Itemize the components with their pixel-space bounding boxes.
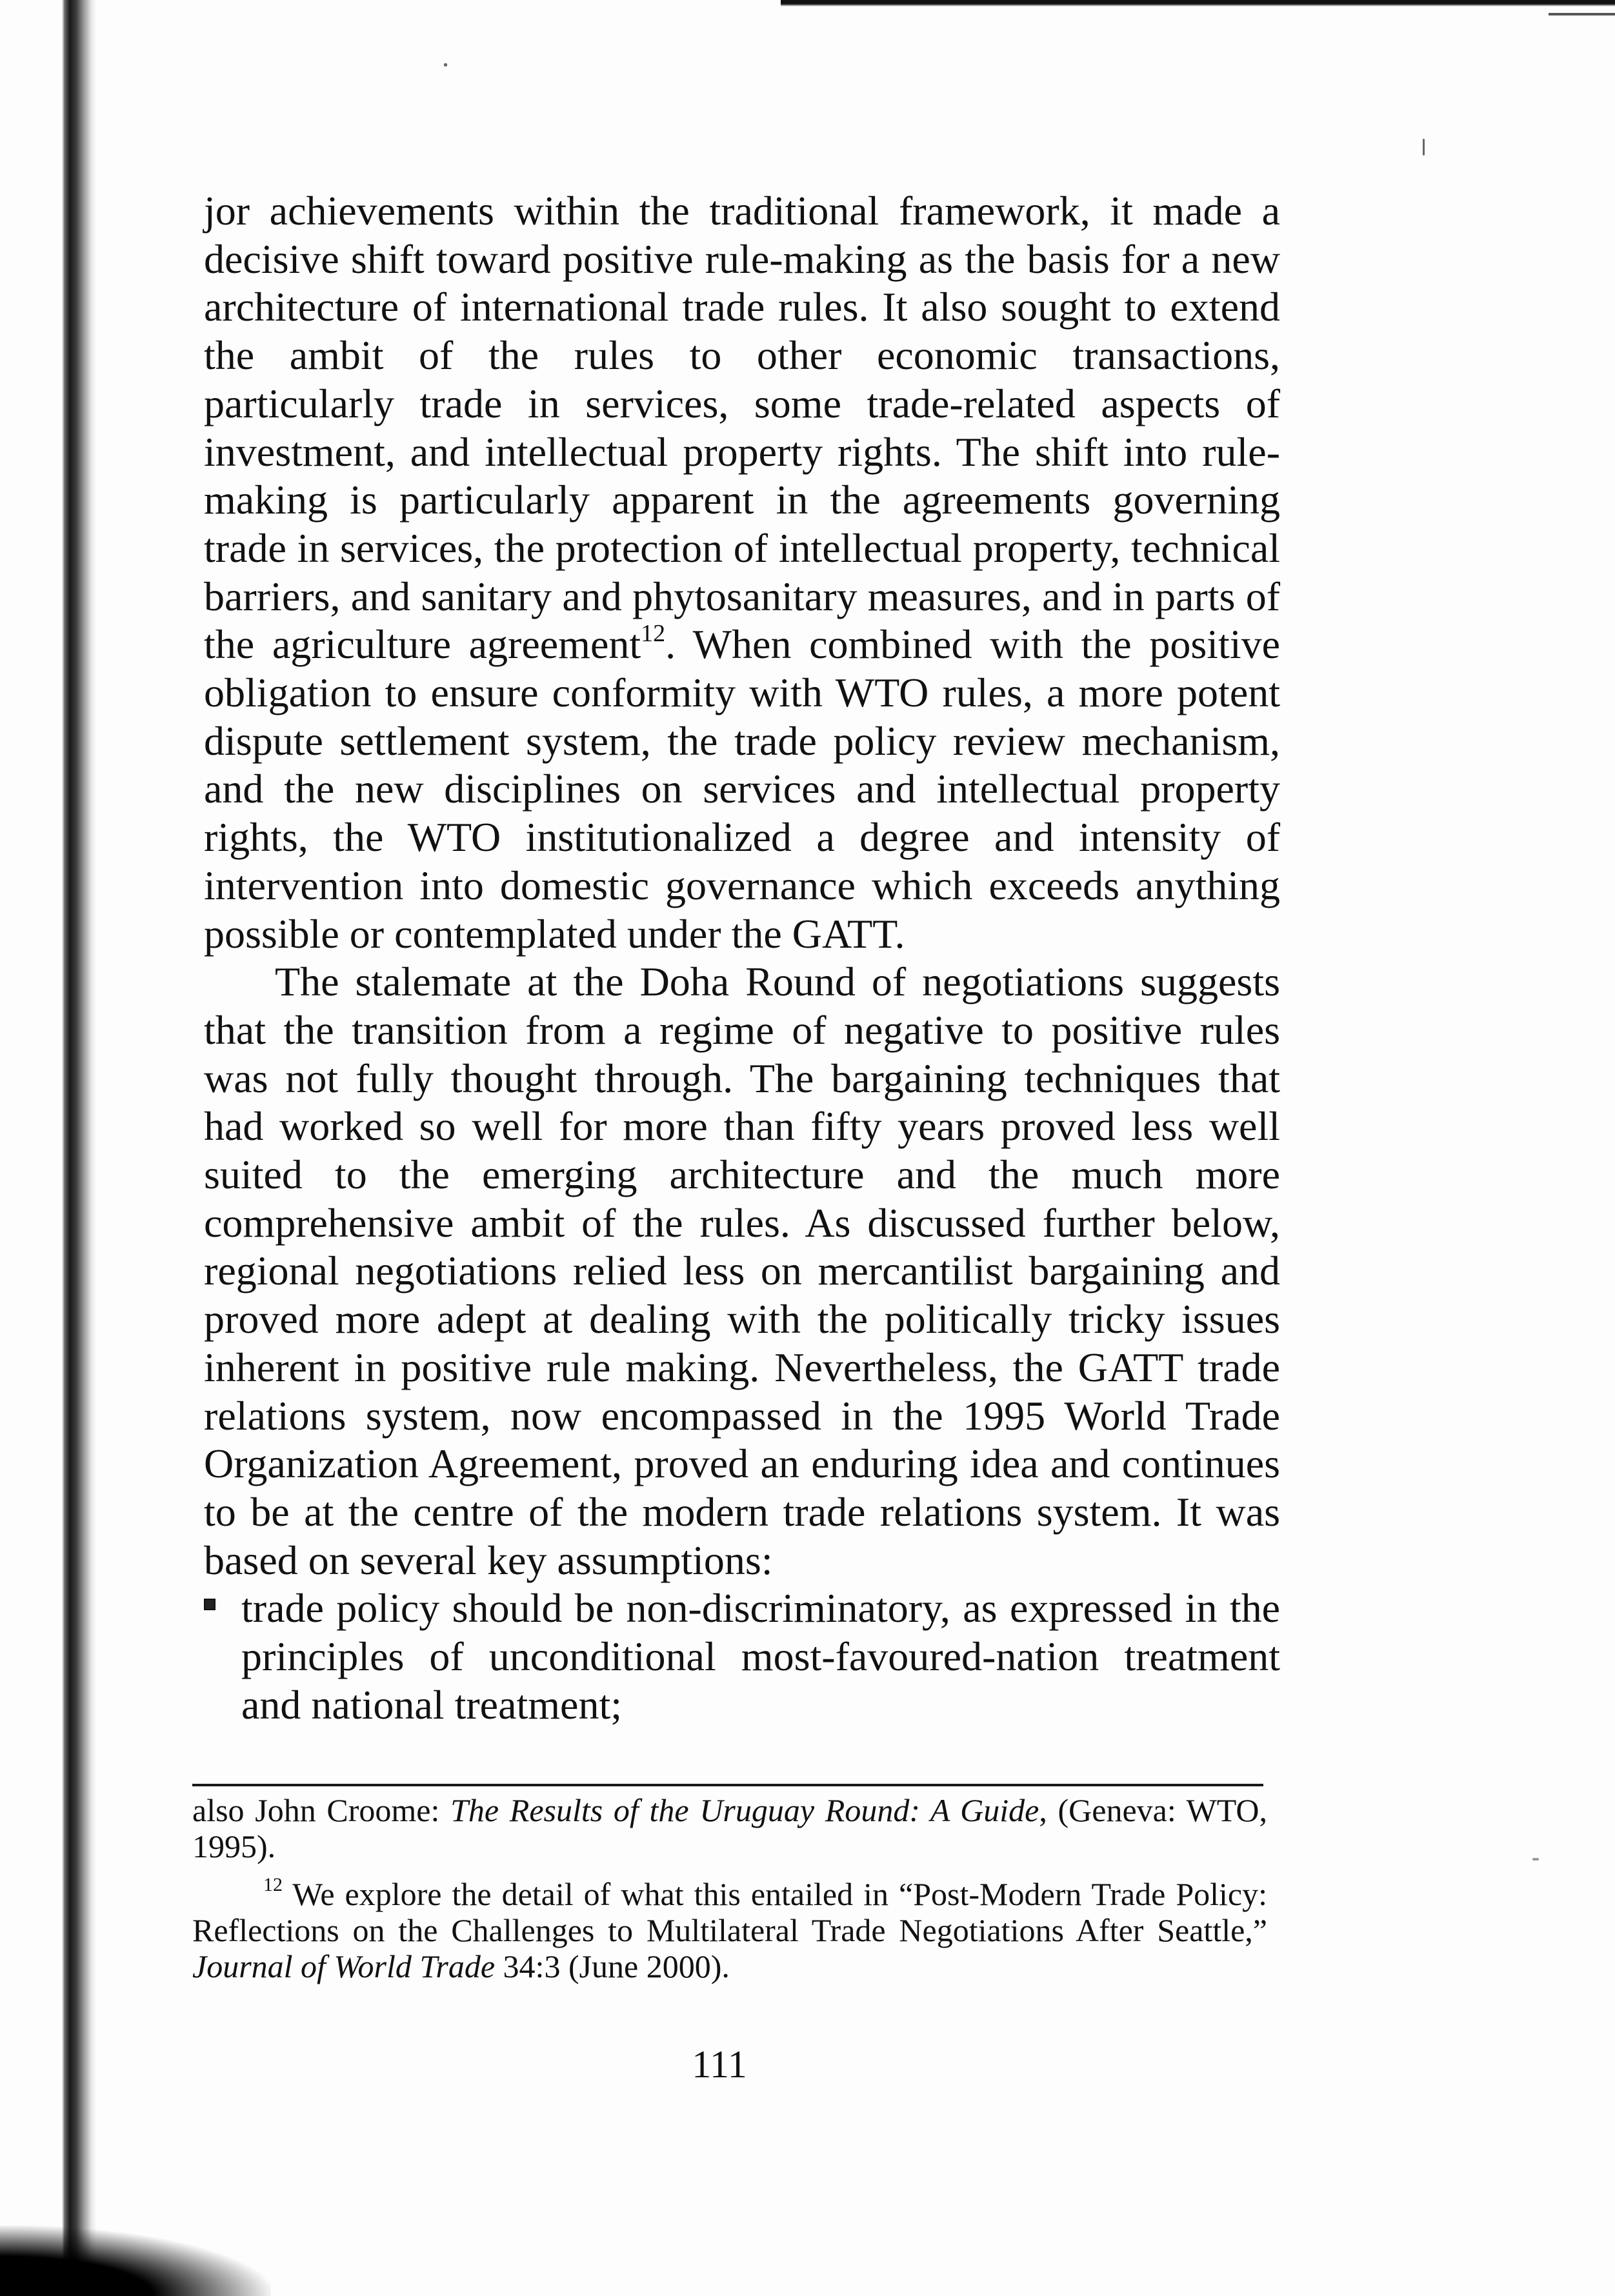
square-bullet-icon (204, 1599, 216, 1610)
scan-top-edge-tail (1549, 13, 1615, 15)
scan-speck (1423, 139, 1425, 155)
binding-shadow (0, 0, 97, 2296)
footnote-continued (192, 1792, 1267, 1864)
scan-top-edge (781, 0, 1615, 6)
footnote-12-journal: Journal of World Trade (192, 1948, 496, 1984)
footnotes (192, 1792, 1267, 1996)
footnote-reference-12: 12 (641, 620, 666, 648)
bullet-item (204, 1584, 1280, 1729)
footnote-12-lead: We explore the detail of what this entailed in “Post-Modern Trade Policy: Reflections on the Challenges to Multilateral Trade Negotiations After Seattle,” (192, 1876, 1267, 1948)
paragraph-1-continuation: . When combined with the positive obligation to ensure conformity with WTO rules, a more potent dispute settlement system, the trade policy review mechanism, and the new disciplines on services and intellectual property rights, the WTO institutionalized a degree and intensity of intervention into domestic governance which exceeds anything possible or contemplated under the GATT. (204, 621, 1281, 957)
footnote-12-tail: 34:3 (June 2000). (495, 1948, 730, 1984)
scan-speck (444, 63, 447, 66)
page-number: 111 (692, 2043, 747, 2086)
main-text (204, 187, 1280, 1730)
footnote-continued-tail: , (Geneva: WTO, 1995). (192, 1792, 1268, 1864)
footnote-continued-lead: also John Croome: (192, 1792, 451, 1828)
footnote-continued-title: The Results of the Uruguay Round: A Guide (450, 1792, 1039, 1828)
footnote-12 (192, 1876, 1267, 1984)
scan-speck (1532, 1858, 1539, 1861)
paragraph-1-text: jor achievements within the traditional framework, it made a decisive shift toward positive rule-making as the basis for a new architecture of international trade rules. It also sought to extend the ambit of the rules to other economic transactions, particularly trade in services, some trade-related aspects of investment, and intellectual property rights. The shift into rule-making is particularly apparent in the agreements governing trade in services, the protection of intellectual property, technical barriers, and sanitary and phytosanitary measures, and in parts of the agriculture agreement (204, 188, 1280, 668)
binding-corner-shadow (0, 2226, 271, 2296)
paragraph-2: The stalemate at the Doha Round of negotiations suggests that the transition from a regime of negative to positive rules was not fully thought through. The bargaining techniques that had worked so well for more than fifty years proved less well suited to the emerging architecture and the much more comprehensive ambit of the rules. As discussed further below, regional negotiations relied less on mercantilist bargaining and proved more adept at dealing with the politically tricky issues inherent in positive rule making. Nevertheless, the GATT trade relations system, now encompassed in the 1995 World Trade Organization Agreement, proved an enduring idea and continues to be at the centre of the modern trade relations system. It was based on several key assumptions: (204, 959, 1280, 1583)
footnote-12-number: 12 (263, 1874, 283, 1895)
footnote-separator (192, 1784, 1263, 1786)
bullet-item-text: trade policy should be non-discriminatory, as expressed in the principles of unconditional most-favoured-nation treatment and national treatment; (241, 1585, 1280, 1728)
paragraph-1 (204, 187, 1280, 958)
